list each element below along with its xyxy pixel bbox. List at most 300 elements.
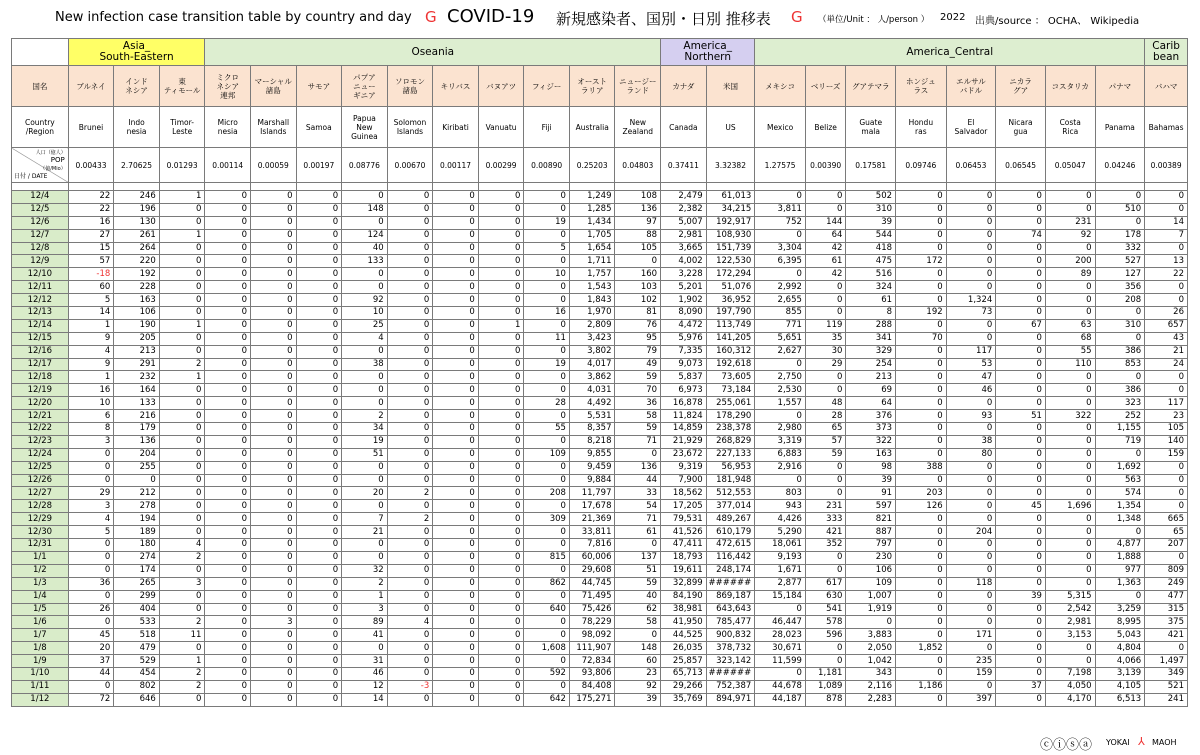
value-cell: 9 [68, 358, 114, 371]
value-cell: 5,043 [1095, 629, 1145, 642]
country-en: El Salvador [946, 107, 996, 148]
value-cell: 78,229 [569, 616, 615, 629]
table-row [12, 332, 1188, 345]
value-cell: 0 [296, 203, 342, 216]
value-cell: -3 [387, 680, 433, 693]
value-cell: 79,531 [661, 513, 707, 526]
value-cell: 1 [159, 371, 205, 384]
value-cell: 0 [896, 603, 947, 616]
value-cell: 533 [114, 616, 160, 629]
value-cell: 0 [159, 268, 205, 281]
value-cell: 19 [524, 216, 570, 229]
value-cell: 349 [1145, 667, 1188, 680]
value-cell: 0 [250, 487, 296, 500]
value-cell: 853 [1095, 358, 1145, 371]
value-cell: 0 [205, 281, 251, 294]
value-cell: 171 [946, 629, 996, 642]
value-cell: 98 [846, 461, 896, 474]
value-cell: 1,285 [569, 203, 615, 216]
value-cell: 0 [1145, 642, 1188, 655]
country-jp: エルサル バドル [946, 66, 996, 107]
value-cell: 0 [387, 551, 433, 564]
title-year: 2022 [940, 12, 966, 23]
value-cell: 0 [387, 590, 433, 603]
value-cell: 108,930 [706, 229, 755, 242]
value-cell: 0 [524, 191, 570, 204]
value-cell: 0 [296, 629, 342, 642]
value-cell: 0 [615, 255, 661, 268]
value-cell: 160,312 [706, 345, 755, 358]
value-cell: 29 [68, 487, 114, 500]
country-pop: 0.25203 [569, 148, 615, 183]
value-cell: 0 [296, 603, 342, 616]
spacer-cell [478, 183, 524, 191]
value-cell: 0 [1095, 216, 1145, 229]
value-cell: 11,599 [755, 655, 806, 668]
table-row [12, 680, 1188, 693]
value-cell: 3 [342, 603, 388, 616]
value-cell: 0 [159, 307, 205, 320]
value-cell: 0 [159, 564, 205, 577]
value-cell: 0 [433, 474, 479, 487]
value-cell: 0 [433, 590, 479, 603]
value-cell: 6 [68, 410, 114, 423]
value-cell: 122,530 [706, 255, 755, 268]
value-cell: 14 [342, 693, 388, 706]
value-cell: 0 [250, 255, 296, 268]
value-cell: 0 [478, 242, 524, 255]
date-cell: 12/21 [12, 410, 69, 423]
value-cell: 0 [755, 268, 806, 281]
region-header: America_Central [755, 39, 1145, 66]
country-pop: 0.00390 [805, 148, 846, 183]
table-row [12, 397, 1188, 410]
value-cell: 18,061 [755, 539, 806, 552]
value-cell: 0 [896, 577, 947, 590]
value-cell: 38,981 [661, 603, 707, 616]
value-cell: 89 [1045, 268, 1095, 281]
value-cell: 0 [387, 474, 433, 487]
value-cell: 0 [433, 577, 479, 590]
value-cell: 0 [896, 345, 947, 358]
value-cell: 92 [1045, 229, 1095, 242]
value-cell: 2 [159, 680, 205, 693]
value-cell: 0 [433, 693, 479, 706]
value-cell: 0 [996, 397, 1046, 410]
value-cell: 47 [946, 371, 996, 384]
value-cell: 68 [1045, 332, 1095, 345]
value-cell: 0 [205, 345, 251, 358]
value-cell: 0 [68, 461, 114, 474]
value-cell: 0 [250, 461, 296, 474]
value-cell: 0 [433, 281, 479, 294]
country-pop: 0.00114 [205, 148, 251, 183]
value-cell: 44,678 [755, 680, 806, 693]
value-cell: 0 [296, 461, 342, 474]
value-cell: 0 [478, 307, 524, 320]
value-cell: 26,035 [661, 642, 707, 655]
value-cell: 0 [478, 281, 524, 294]
value-cell: 0 [805, 461, 846, 474]
value-cell: 0 [478, 693, 524, 706]
value-cell: 0 [387, 667, 433, 680]
value-cell: 105 [615, 242, 661, 255]
value-cell: 196 [114, 203, 160, 216]
value-cell: 0 [433, 551, 479, 564]
value-cell: 213 [114, 345, 160, 358]
value-cell: 0 [159, 332, 205, 345]
value-cell: 0 [805, 191, 846, 204]
value-cell: 0 [524, 461, 570, 474]
value-cell: 5,290 [755, 526, 806, 539]
table-row [12, 526, 1188, 539]
value-cell: 10 [68, 397, 114, 410]
spacer-cell [896, 183, 947, 191]
value-cell: 0 [433, 564, 479, 577]
spacer-cell [996, 183, 1046, 191]
value-cell: 5,531 [569, 410, 615, 423]
value-cell: 0 [996, 693, 1046, 706]
value-cell: 0 [159, 590, 205, 603]
value-cell: 4,002 [661, 255, 707, 268]
value-cell: 42 [805, 268, 846, 281]
value-cell: 141,205 [706, 332, 755, 345]
value-cell: 192,618 [706, 358, 755, 371]
infection-table [11, 38, 1188, 707]
value-cell: 0 [387, 397, 433, 410]
value-cell: 373 [846, 423, 896, 436]
value-cell: 8 [846, 307, 896, 320]
value-cell: 752 [755, 216, 806, 229]
value-cell: 1,249 [569, 191, 615, 204]
value-cell: 0 [205, 629, 251, 642]
value-cell: 159 [1145, 448, 1188, 461]
value-cell: 37 [996, 680, 1046, 693]
country-en: Guate mala [846, 107, 896, 148]
value-cell: 0 [1145, 551, 1188, 564]
table-row [12, 655, 1188, 668]
region-header: Oseania [205, 39, 661, 66]
value-cell: 0 [205, 332, 251, 345]
value-cell: 35,769 [661, 693, 707, 706]
value-cell: 117 [946, 345, 996, 358]
value-cell: 0 [478, 526, 524, 539]
value-cell: 0 [896, 191, 947, 204]
value-cell: 0 [524, 526, 570, 539]
spacer-cell [205, 183, 251, 191]
value-cell: 0 [996, 461, 1046, 474]
value-cell: 0 [996, 423, 1046, 436]
table-row [12, 577, 1188, 590]
value-cell: 0 [250, 229, 296, 242]
value-cell: 179 [114, 423, 160, 436]
table-row [12, 307, 1188, 320]
country-en: Solomon Islands [387, 107, 433, 148]
country-pop: 1.27575 [755, 148, 806, 183]
value-cell: 21,929 [661, 435, 707, 448]
country-jp: ニュージー ランド [615, 66, 661, 107]
value-cell: 1,007 [846, 590, 896, 603]
table-row [12, 616, 1188, 629]
value-cell: 3 [250, 616, 296, 629]
value-cell: 3,811 [755, 203, 806, 216]
value-cell: 0 [946, 332, 996, 345]
value-cell: 322 [846, 435, 896, 448]
value-cell: 0 [996, 371, 1046, 384]
value-cell: 0 [250, 577, 296, 590]
value-cell: 0 [846, 616, 896, 629]
value-cell: 0 [896, 294, 947, 307]
value-cell: 0 [478, 603, 524, 616]
value-cell: 4,877 [1095, 539, 1145, 552]
value-cell: 0 [205, 229, 251, 242]
value-cell: 40 [342, 242, 388, 255]
value-cell: 5,315 [1045, 590, 1095, 603]
value-cell: 255,061 [706, 397, 755, 410]
value-cell: 10 [524, 268, 570, 281]
value-cell: 0 [524, 255, 570, 268]
value-cell: 0 [159, 423, 205, 436]
value-cell: 0 [433, 513, 479, 526]
date-cell: 12/6 [12, 216, 69, 229]
value-cell: 0 [1095, 371, 1145, 384]
value-cell: 4,426 [755, 513, 806, 526]
value-cell: 0 [478, 680, 524, 693]
title-bar [0, 0, 1200, 38]
value-cell: 76 [615, 319, 661, 332]
value-cell: 61 [615, 526, 661, 539]
value-cell: 0 [250, 655, 296, 668]
value-cell: 0 [1045, 655, 1095, 668]
value-cell: 190 [114, 319, 160, 332]
value-cell: 0 [478, 345, 524, 358]
value-cell: 0 [946, 203, 996, 216]
value-cell: 0 [996, 539, 1046, 552]
value-cell: 148 [342, 203, 388, 216]
value-cell: 73,605 [706, 371, 755, 384]
date-cell: 1/6 [12, 616, 69, 629]
value-cell: 6,395 [755, 255, 806, 268]
value-cell: 0 [250, 448, 296, 461]
value-cell: 0 [896, 526, 947, 539]
value-cell: 0 [433, 539, 479, 552]
table-row [12, 551, 1188, 564]
value-cell: 0 [296, 281, 342, 294]
region-header: Carib bean [1145, 39, 1188, 66]
value-cell: 204 [114, 448, 160, 461]
value-cell: 0 [996, 667, 1046, 680]
value-cell: 0 [1045, 487, 1095, 500]
value-cell: 1,970 [569, 307, 615, 320]
value-cell: 18,793 [661, 551, 707, 564]
value-cell: 0 [755, 474, 806, 487]
country-jp: コスタリカ [1045, 66, 1095, 107]
country-jp: フィジー [524, 66, 570, 107]
value-cell: 0 [159, 345, 205, 358]
value-cell: ###### [706, 577, 755, 590]
title-english: New infection case transition table by country and day [55, 10, 412, 25]
value-cell: 197,790 [706, 307, 755, 320]
value-cell: 55 [524, 423, 570, 436]
value-cell: 0 [946, 616, 996, 629]
value-cell: 7 [1145, 229, 1188, 242]
value-cell: 0 [946, 642, 996, 655]
value-cell: 472,615 [706, 539, 755, 552]
country-pop: 0.06453 [946, 148, 996, 183]
value-cell: 98,092 [569, 629, 615, 642]
value-cell: 0 [524, 500, 570, 513]
value-cell: 0 [946, 397, 996, 410]
value-cell: 7,816 [569, 539, 615, 552]
value-cell: 33,811 [569, 526, 615, 539]
value-cell: 0 [159, 216, 205, 229]
value-cell: 0 [615, 448, 661, 461]
value-cell: 106 [846, 564, 896, 577]
value-cell: 0 [387, 216, 433, 229]
value-cell: 640 [524, 603, 570, 616]
value-cell: 46 [342, 667, 388, 680]
value-cell: 5,201 [661, 281, 707, 294]
value-cell: 527 [1095, 255, 1145, 268]
value-cell: 89 [342, 616, 388, 629]
value-cell: 0 [296, 410, 342, 423]
value-cell: 0 [342, 268, 388, 281]
value-cell: 0 [205, 319, 251, 332]
value-cell: 578 [805, 616, 846, 629]
value-cell: 41 [342, 629, 388, 642]
value-cell: 44 [68, 667, 114, 680]
value-cell: 0 [250, 526, 296, 539]
value-cell: 36 [615, 397, 661, 410]
value-cell: 0 [996, 448, 1046, 461]
title-japanese: 新規感染者、国別・日別 推移表 [556, 10, 771, 28]
spacer-cell [387, 183, 433, 191]
value-cell: 2,530 [755, 384, 806, 397]
value-cell: 0 [896, 268, 947, 281]
value-cell: 0 [1145, 487, 1188, 500]
value-cell: 0 [478, 397, 524, 410]
value-cell: 0 [387, 435, 433, 448]
value-cell: 0 [250, 384, 296, 397]
table-row [12, 513, 1188, 526]
value-cell: 0 [1145, 474, 1188, 487]
value-cell: 0 [1145, 500, 1188, 513]
date-cell: 12/16 [12, 345, 69, 358]
value-cell: 0 [205, 487, 251, 500]
value-cell: 0 [296, 358, 342, 371]
value-cell: 510 [1095, 203, 1145, 216]
corner-kokumei: 国名 [12, 66, 69, 107]
value-cell: 56,953 [706, 461, 755, 474]
value-cell: 0 [755, 358, 806, 371]
value-cell: 4 [387, 616, 433, 629]
value-cell: 0 [1045, 577, 1095, 590]
value-cell: 1 [159, 655, 205, 668]
value-cell: 1,696 [1045, 500, 1095, 513]
value-cell: 264 [114, 242, 160, 255]
spacer-cell [433, 183, 479, 191]
country-pop: 0.37411 [661, 148, 707, 183]
value-cell: 0 [387, 229, 433, 242]
date-cell: 12/20 [12, 397, 69, 410]
value-cell: 108 [615, 191, 661, 204]
value-cell: 0 [996, 191, 1046, 204]
value-cell: 1,654 [569, 242, 615, 255]
value-cell: 0 [946, 229, 996, 242]
value-cell: 203 [896, 487, 947, 500]
value-cell: 1,089 [805, 680, 846, 693]
table-row [12, 319, 1188, 332]
value-cell: 0 [896, 410, 947, 423]
country-pop: 0.09746 [896, 148, 947, 183]
value-cell: 43 [1145, 332, 1188, 345]
value-cell: 9,855 [569, 448, 615, 461]
value-cell: 55 [1045, 345, 1095, 358]
value-cell: 2,992 [755, 281, 806, 294]
value-cell: 136 [615, 203, 661, 216]
value-cell: 3,665 [661, 242, 707, 255]
value-cell: 0 [342, 397, 388, 410]
value-cell: 103 [615, 281, 661, 294]
country-pop: 0.17581 [846, 148, 896, 183]
value-cell: 4 [159, 539, 205, 552]
table-row [12, 461, 1188, 474]
value-cell: 0 [205, 551, 251, 564]
value-cell: 24 [1145, 358, 1188, 371]
value-cell: 0 [159, 410, 205, 423]
value-cell: 5,837 [661, 371, 707, 384]
value-cell: 0 [524, 474, 570, 487]
value-cell: 0 [478, 551, 524, 564]
value-cell: 4,170 [1045, 693, 1095, 706]
value-cell: 0 [387, 693, 433, 706]
value-cell: 14,859 [661, 423, 707, 436]
value-cell: 0 [805, 642, 846, 655]
value-cell: ###### [706, 667, 755, 680]
value-cell: 0 [205, 203, 251, 216]
value-cell: 15,184 [755, 590, 806, 603]
value-cell: 0 [250, 358, 296, 371]
value-cell: 0 [755, 229, 806, 242]
value-cell: 0 [996, 551, 1046, 564]
date-cell: 12/27 [12, 487, 69, 500]
value-cell: 2,981 [661, 229, 707, 242]
value-cell: 261 [114, 229, 160, 242]
value-cell: 377,014 [706, 500, 755, 513]
value-cell: 310 [1095, 319, 1145, 332]
value-cell: 323,142 [706, 655, 755, 668]
value-cell: 0 [896, 539, 947, 552]
country-pop: 0.06545 [996, 148, 1046, 183]
value-cell: 58 [615, 410, 661, 423]
value-cell: 0 [387, 294, 433, 307]
spacer-cell [114, 183, 160, 191]
value-cell: 0 [433, 384, 479, 397]
spacer-cell [615, 183, 661, 191]
date-cell: 12/17 [12, 358, 69, 371]
value-cell: 2,542 [1045, 603, 1095, 616]
value-cell: 341 [846, 332, 896, 345]
country-jp: ホンジュ ラス [896, 66, 947, 107]
value-cell: 518 [114, 629, 160, 642]
value-cell: 646 [114, 693, 160, 706]
value-cell: 248,174 [706, 564, 755, 577]
value-cell: 3,304 [755, 242, 806, 255]
value-cell: 0 [478, 255, 524, 268]
country-jp-row [12, 66, 1188, 107]
value-cell: 0 [1145, 281, 1188, 294]
value-cell: 0 [68, 680, 114, 693]
